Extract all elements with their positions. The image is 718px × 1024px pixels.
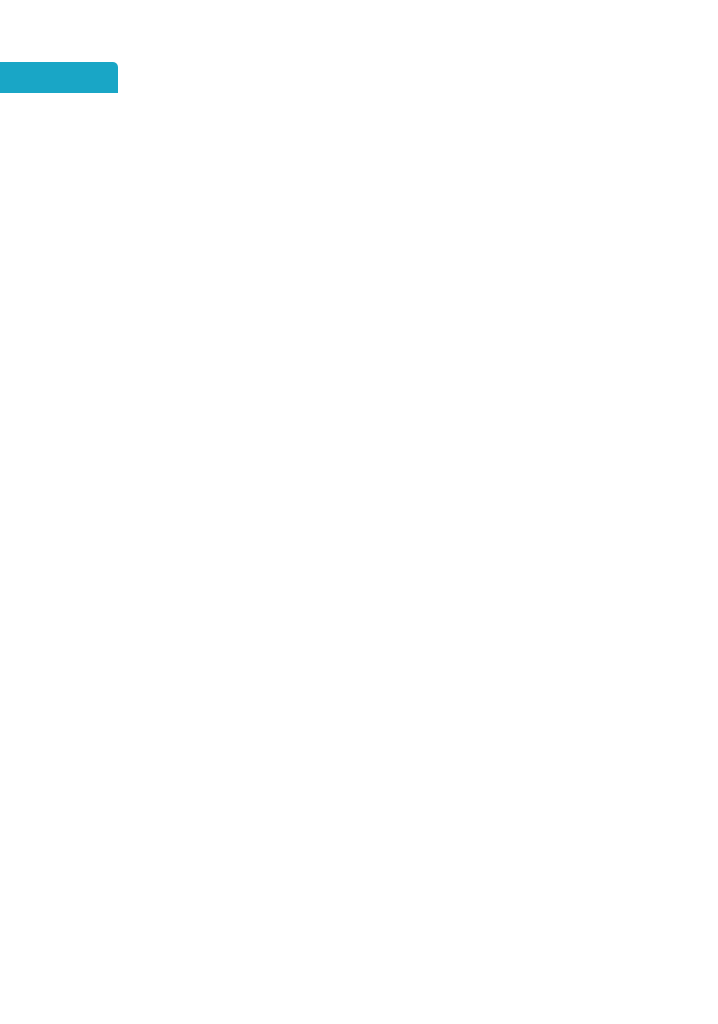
page-number-tab [0,62,118,93]
